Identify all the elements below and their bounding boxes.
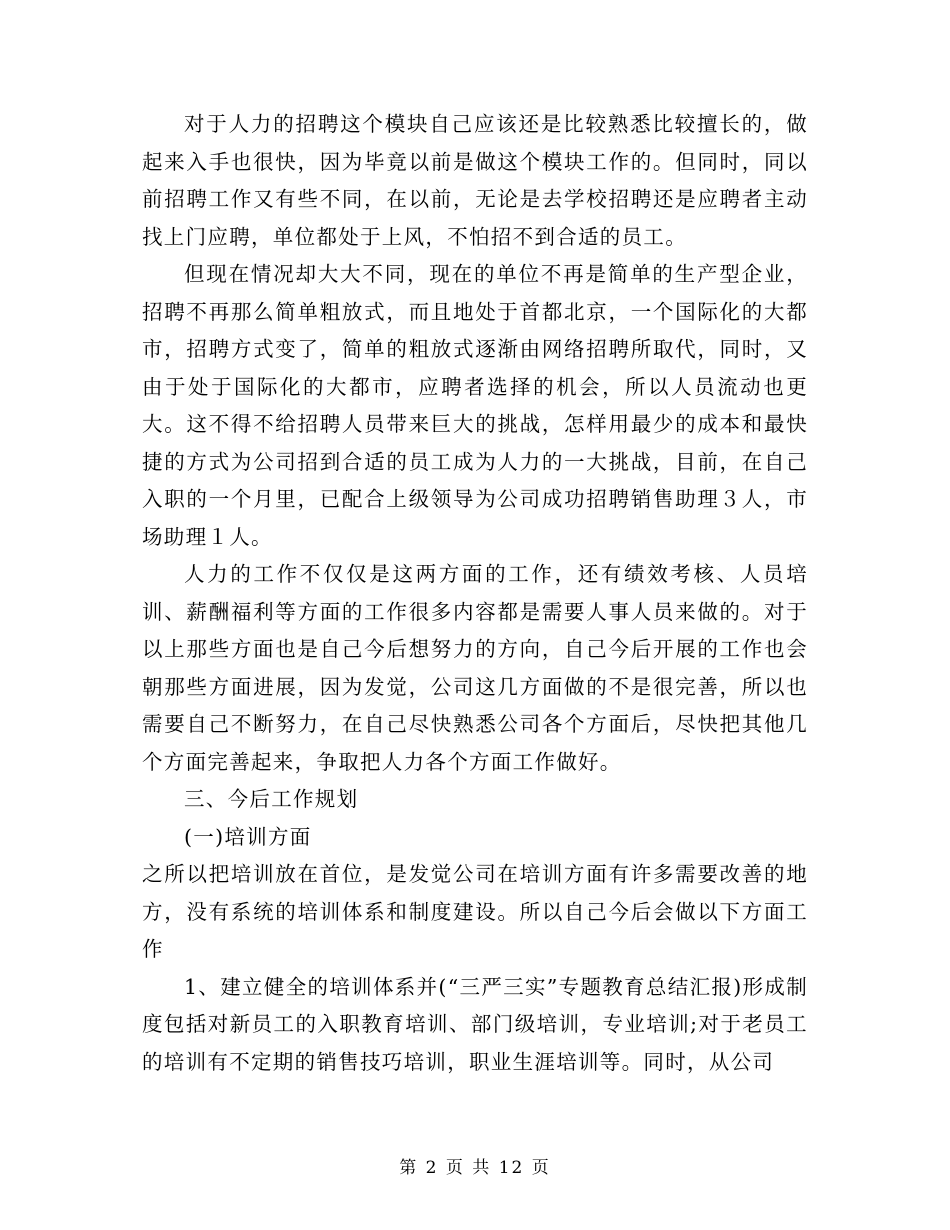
subsection-heading-training: (一)培训方面 (184, 824, 312, 849)
paragraph-training-system: 1、建立健全的培训体系并(“三严三实”专题教育总结汇报)形成制度包括对新员工的入职教育培训、部门级培训，专业培训;对于老员工的培训有不定期的销售技巧培训，职业生涯培训等。同时，从公司 (142, 974, 808, 1074)
document-body (142, 106, 808, 1081)
paragraph-recruitment-familiarity: 对于人力的招聘这个模块自己应该还是比较熟悉比较擅长的，做起来入手也很快，因为毕竟以前是做这个模块工作的。但同时，同以前招聘工作又有些不同，在以前，无论是去学校招聘还是应聘者主动找上门应聘，单位都处于上风，不怕招不到合适的员工。 (142, 112, 808, 249)
section-heading-future-plan: 三、今后工作规划 (184, 787, 359, 811)
paragraph-other-hr-work: 人力的工作不仅仅是这两方面的工作，还有绩效考核、人员培训、薪酬福利等方面的工作很多内容都是需要人事人员来做的。对于以上那些方面也是自己今后想努力的方向，自己今后开展的工作也会朝那些方面进展，因为发觉，公司这几方面做的不是很完善，所以也需要自己不断努力，在自己尽快熟悉公司各个方面后，尽快把其他几个方面完善起来，争取把人力各个方面工作做好。 (142, 562, 808, 774)
page-footer: 第 2 页 共 12 页 (399, 1158, 551, 1178)
paragraph-recruitment-challenges: 但现在情况却大大不同，现在的单位不再是简单的生产型企业，招聘不再那么简单粗放式，而且地处于首都北京，一个国际化的大都市，招聘方式变了，简单的粗放式逐渐由网络招聘所取代，同时，又由于处于国际化的大都市，应聘者选择的机会，所以人员流动也更大。这不得不给招聘人员带来巨大的挑战，怎样用最少的成本和最快捷的方式为公司招到合适的员工成为人力的一大挑战，目前，在自己入职的一个月里，已配合上级领导为公司成功招聘销售助理３人，市场助理１人。 (142, 262, 808, 549)
paragraph-training-priority: 之所以把培训放在首位，是发觉公司在培训方面有许多需要改善的地方，没有系统的培训体系和制度建设。所以自己今后会做以下方面工作 (142, 862, 808, 961)
